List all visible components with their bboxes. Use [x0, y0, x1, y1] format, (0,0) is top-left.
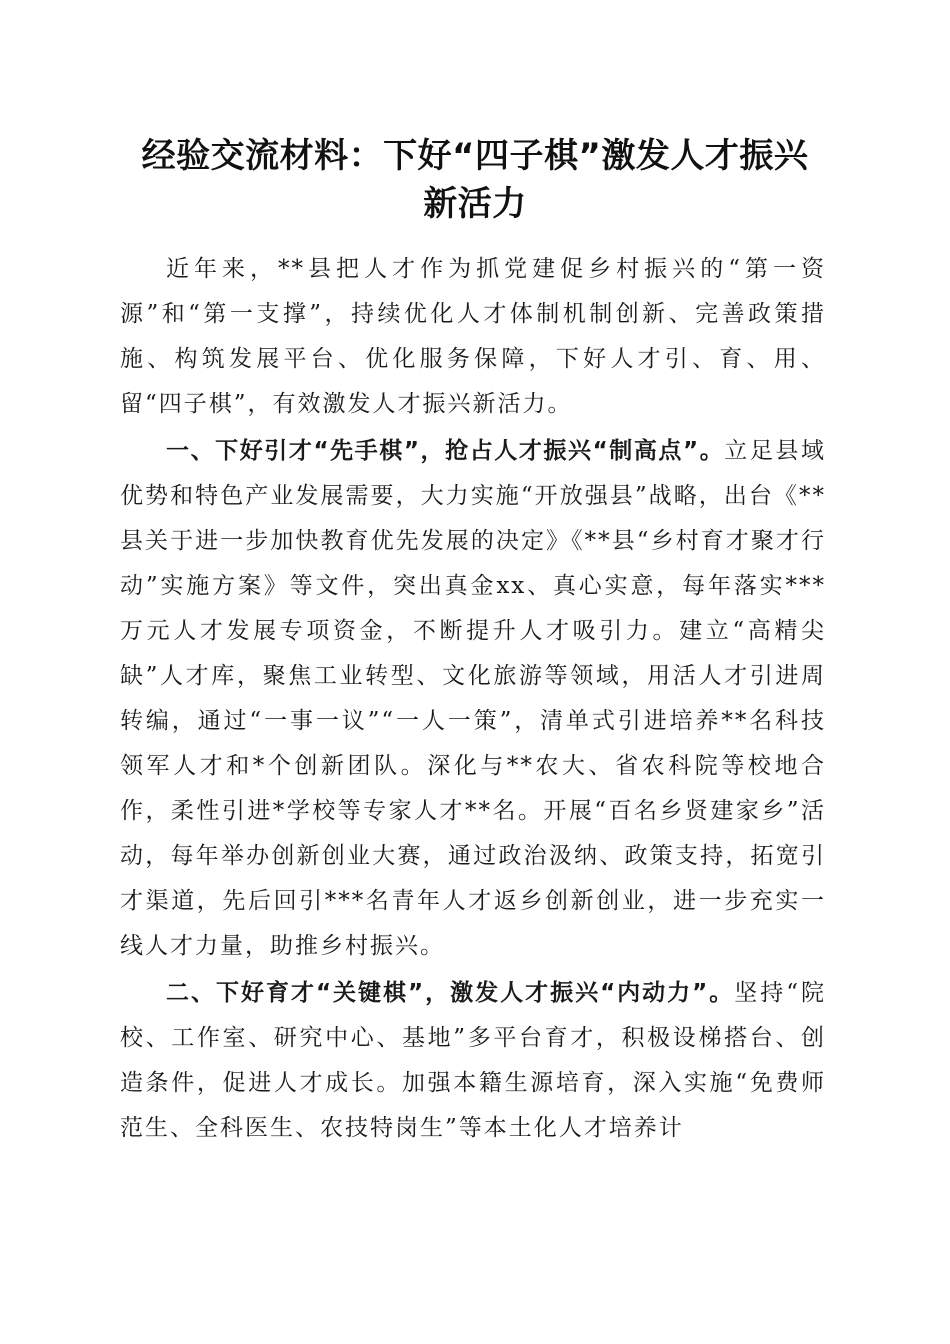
title-line-2: 新活力	[423, 184, 527, 224]
section-2-paragraph	[120, 971, 826, 1151]
document-body	[120, 247, 826, 1151]
title-line-1: 经验交流材料：下好“四子棋”激发人才振兴	[141, 136, 809, 176]
intro-paragraph: 近年来，**县把人才作为抓党建促乡村振兴的“第一资源”和“第一支撑”，持续优化人才体制机制创新、完善政策措施、构筑发展平台、优化服务保障，下好人才引、育、用、留“四子棋”，有效激发人才振兴新活力。	[120, 256, 826, 417]
section-2-body: 坚持“院校、工作室、研究中心、基地”多平台育才，积极设梯搭台、创造条件，促进人才成长。加强本籍生源培育，深入实施“免费师范生、全科医生、农技特岗生”等本土化人才培养计	[120, 980, 826, 1141]
section-1-paragraph	[120, 429, 826, 969]
section-1-body: 立足县域优势和特色产业发展需要，大力实施“开放强县”战略，出台《**县关于进一步加快教育优先发展的决定》《**县“乡村育才聚才行动”实施方案》等文件，突出真金xx、真心实意，每年落实***万元人才发展专项资金，不断提升人才吸引力。建立“高精尖缺”人才库，聚焦工业转型、文化旅游等领域，用活人才引进周转编，通过“一事一议”“一人一策”，清单式引进培养**名科技领军人才和*个创新团队。深化与**农大、省农科院等校地合作，柔性引进*学校等专家人才**名。开展“百名乡贤建家乡”活动，每年举办创新创业大赛，通过政治汲纳、政策支持，拓宽引才渠道，先后回引***名青年人才返乡创新创业，进一步充实一线人才力量，助推乡村振兴。	[120, 438, 827, 959]
section-2-heading: 二、下好育才“关键棋”，激发人才振兴“内动力”。	[166, 980, 735, 1006]
section-1-heading: 一、下好引才“先手棋”，抢占人才振兴“制高点”。	[166, 438, 725, 464]
document-title	[100, 132, 850, 228]
